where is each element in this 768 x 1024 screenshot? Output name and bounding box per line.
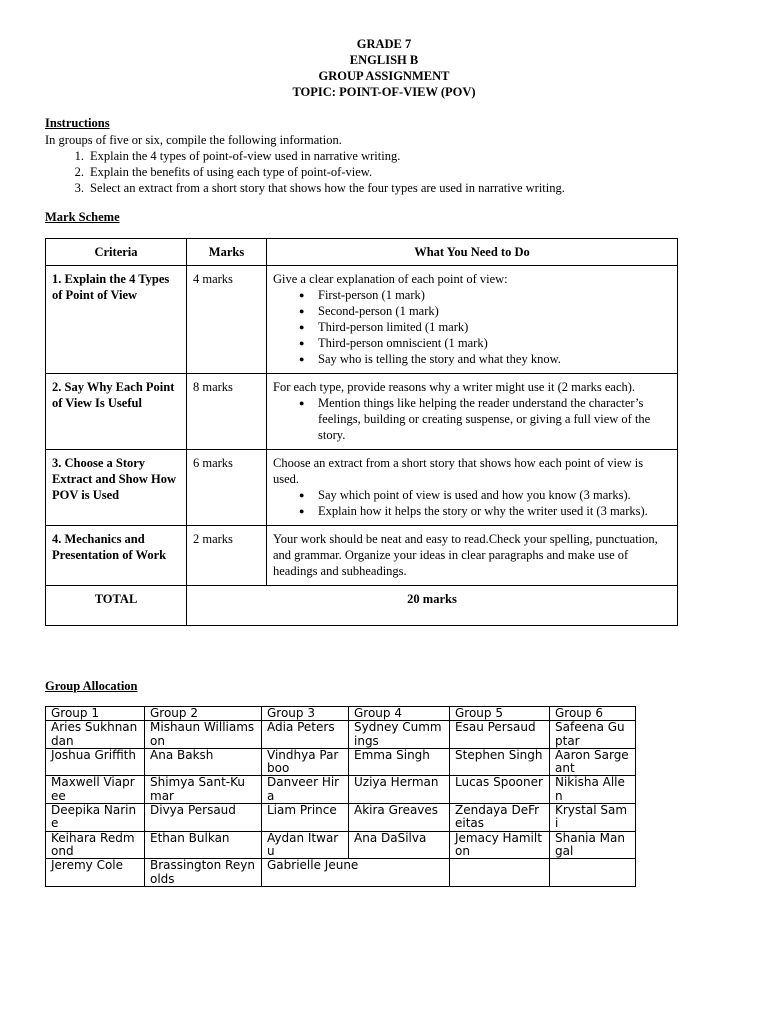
column-header: Group 1 [46, 707, 145, 721]
student-cell: Ana Baksh [145, 748, 262, 776]
instructions-intro: In groups of five or six, compile the following information. [45, 133, 342, 147]
student-cell: Jeremy Cole [46, 859, 145, 887]
table-row [46, 266, 678, 374]
column-header: Marks [187, 239, 267, 266]
instruction-item: 2. Explain the benefits of using each type of point-of-view. [74, 165, 373, 179]
instruction-item: 3. Select an extract from a short story that shows how the four types are used in narrative writing. [74, 181, 565, 195]
student-cell: Emma Singh [349, 748, 450, 776]
instructions-heading: Instructions [45, 116, 110, 130]
student-cell: Uziya Herman [349, 776, 450, 804]
student-cell: Vindhya Parboo [262, 748, 349, 776]
instructions-list [45, 148, 565, 196]
student-cell: Shimya Sant-Kumar [145, 776, 262, 804]
student-cell: Mishaun Williamson [145, 721, 262, 749]
list-item: ● Explain how it helps the story or why the writer used it (3 marks). [318, 503, 671, 519]
criteria-cell: 3. Choose a Story Extract and Show How POV is Used [46, 450, 187, 526]
table-row [46, 831, 636, 859]
instruction-item: 1. Explain the 4 types of point-of-view used in narrative writing. [74, 149, 401, 163]
bullet-list [273, 287, 671, 367]
student-cell: Sydney Cummings [349, 721, 450, 749]
table-row [46, 721, 636, 749]
student-cell: Krystal Sami [550, 804, 636, 832]
bullet-list [273, 487, 671, 519]
group-allocation-table [45, 706, 636, 887]
mark-scheme-heading: Mark Scheme [45, 210, 120, 224]
student-cell: Divya Persaud [145, 804, 262, 832]
criteria-cell: 1. Explain the 4 Types of Point of View [46, 266, 187, 374]
table-row [46, 859, 636, 887]
column-header: Group 2 [145, 707, 262, 721]
list-item: ● Second-person (1 mark) [318, 303, 671, 319]
assignment-title: GROUP ASSIGNMENT [318, 69, 450, 83]
column-header: Criteria [46, 239, 187, 266]
document-header [0, 36, 768, 100]
student-cell: Ethan Bulkan [145, 831, 262, 859]
student-cell: Ana DaSilva [349, 831, 450, 859]
bullet-list [273, 395, 671, 443]
student-cell: Akira Greaves [349, 804, 450, 832]
total-value: 20 marks [187, 586, 678, 626]
list-item: ● Third-person omniscient (1 mark) [318, 335, 671, 351]
table-row [46, 776, 636, 804]
list-item: ● First-person (1 mark) [318, 287, 671, 303]
table-row [46, 526, 678, 586]
student-cell: Joshua Griffith [46, 748, 145, 776]
student-cell: Danveer Hira [262, 776, 349, 804]
student-cell: Adia Peters [262, 721, 349, 749]
student-cell: Esau Persaud [450, 721, 550, 749]
student-cell: Deepika Narine [46, 804, 145, 832]
student-cell: Keihara Redmond [46, 831, 145, 859]
list-item: ● Mention things like helping the reader understand the character’s feelings, building or creating suspense, or giving a full view of the story. [318, 395, 671, 443]
mark-scheme-table [45, 238, 678, 626]
student-cell: Aaron Sargeant [550, 748, 636, 776]
column-header: Group 6 [550, 707, 636, 721]
list-item: ● Say which point of view is used and how you know (3 marks). [318, 487, 671, 503]
table-header-row [46, 239, 678, 266]
student-cell: Shania Mangal [550, 831, 636, 859]
student-cell: Jemacy Hamilton [450, 831, 550, 859]
marks-cell: 4 marks [187, 266, 267, 374]
student-cell: Lucas Spooner [450, 776, 550, 804]
table-header-row [46, 707, 636, 721]
student-cell: Maxwell Viapree [46, 776, 145, 804]
student-cell [550, 859, 636, 887]
marks-cell: 8 marks [187, 374, 267, 450]
table-row [46, 450, 678, 526]
description-cell: Your work should be neat and easy to read.Check your spelling, punctuation, and grammar. Organize your ideas in clear paragraphs and make use of headings and subheadings. [267, 526, 678, 586]
criteria-cell: 4. Mechanics and Presentation of Work [46, 526, 187, 586]
student-cell: Brassington Reynolds [145, 859, 262, 887]
column-header: Group 3 [262, 707, 349, 721]
student-cell: Gabrielle Jeune [262, 859, 450, 887]
topic-title: TOPIC: POINT-OF-VIEW (POV) [292, 85, 476, 99]
group-allocation-heading: Group Allocation [45, 679, 138, 693]
student-cell: Nikisha Allen [550, 776, 636, 804]
table-row [46, 804, 636, 832]
total-row [46, 586, 678, 626]
description-cell: Choose an extract from a short story that shows how each point of view is used. ● Say which point of view is used and how you know (3 marks). ● Explain how it helps the story or why the writer used it (3 marks). [267, 450, 678, 526]
column-header: What You Need to Do [267, 239, 678, 266]
student-cell: Zendaya DeFreitas [450, 804, 550, 832]
grade-title: GRADE 7 [356, 37, 412, 51]
criteria-cell: 2. Say Why Each Point of View Is Useful [46, 374, 187, 450]
list-item: ● Third-person limited (1 mark) [318, 319, 671, 335]
student-cell: Liam Prince [262, 804, 349, 832]
list-item: ● Say who is telling the story and what they know. [318, 351, 671, 367]
total-label: TOTAL [46, 586, 187, 626]
student-cell [450, 859, 550, 887]
table-row [46, 374, 678, 450]
table-row [46, 748, 636, 776]
subject-title: ENGLISH B [349, 53, 419, 67]
marks-cell: 2 marks [187, 526, 267, 586]
description-cell: Give a clear explanation of each point of view: ● First-person (1 mark) ● Second-person (1 mark) ● Third-person limited (1 mark) ● Third-person omniscient (1 mark) ● Say who is telling the story and what they know. [267, 266, 678, 374]
student-cell: Stephen Singh [450, 748, 550, 776]
student-cell: Aydan Itwaru [262, 831, 349, 859]
student-cell: Aries Sukhnandan [46, 721, 145, 749]
student-cell: Safeena Guptar [550, 721, 636, 749]
description-cell: For each type, provide reasons why a writer might use it (2 marks each). ● Mention things like helping the reader understand the character’s feelings, building or creating suspense, or giving a full view of the story. [267, 374, 678, 450]
column-header: Group 4 [349, 707, 450, 721]
column-header: Group 5 [450, 707, 550, 721]
marks-cell: 6 marks [187, 450, 267, 526]
